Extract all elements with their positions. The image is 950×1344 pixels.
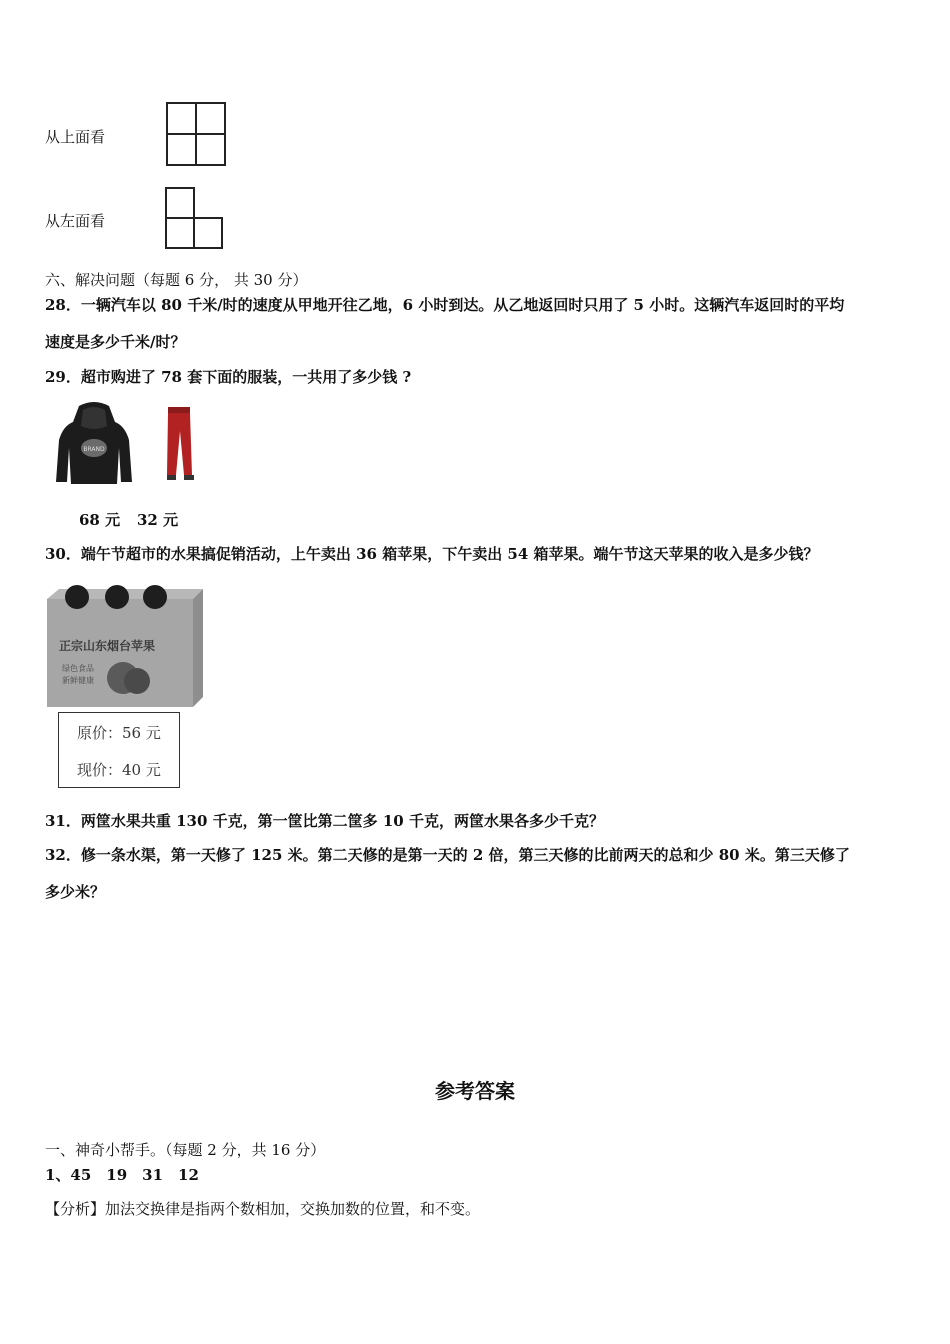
original-price: 原价：56 元 <box>77 724 161 742</box>
answer-analysis: 【分析】加法交换律是指两个数相加，交换加数的位置，和不变。 <box>45 1200 481 1218</box>
current-price: 现价：40 元 <box>77 761 161 779</box>
hoodie-image <box>55 400 133 486</box>
section6-heading: 六、解决问题（每题 6 分， 共 30 分） <box>45 271 308 289</box>
q28-line1: 28．一辆汽车以 80 千米/时的速度从甲地开往乙地，6 小时到达。从乙地返回时只用了 5 小时。这辆汽车返回时的平均 <box>45 296 845 314</box>
answers-section1: 一、神奇小帮手。（每题 2 分，共 16 分） <box>45 1141 326 1159</box>
q30-text: 30．端午节超市的水果搞促销活动，上午卖出 36 箱苹果，下午卖出 54 箱苹果。端午节这天苹果的收入是多少钱？ <box>45 545 819 563</box>
q28-line2: 速度是多少千米/时？ <box>45 333 186 351</box>
answers-title: 参考答案 <box>435 1079 515 1103</box>
q29-text: 29．超市购进了 78 套下面的服装，一共用了多少钱 ? <box>45 368 412 386</box>
price-box <box>58 712 180 788</box>
pants-image <box>160 405 200 485</box>
top-view-label: 从上面看 <box>45 128 106 146</box>
left-view-label: 从左面看 <box>45 212 106 230</box>
box-sub2: 新鲜健康 <box>62 676 94 685</box>
q32-line2: 多少米？ <box>45 883 106 901</box>
answer-1: 1、45 19 31 12 <box>45 1166 199 1184</box>
box-sub1: 绿色食品 <box>62 664 94 673</box>
q31-text: 31．两筐水果共重 130 千克，第一筐比第二筐多 10 千克，两筐水果各多少千克？ <box>45 812 604 830</box>
svg-text:BRAND: BRAND <box>83 446 105 453</box>
box-title: 正宗山东烟台苹果 <box>59 639 156 653</box>
q32-line1: 32．修一条水渠，第一天修了 125 米。第二天修的是第一天的 2 倍，第三天修的比前两天的总和少 80 米。第三天修了 <box>45 846 850 864</box>
pants-price: 32 元 <box>137 511 179 529</box>
hoodie-price: 68 元 <box>79 511 121 529</box>
